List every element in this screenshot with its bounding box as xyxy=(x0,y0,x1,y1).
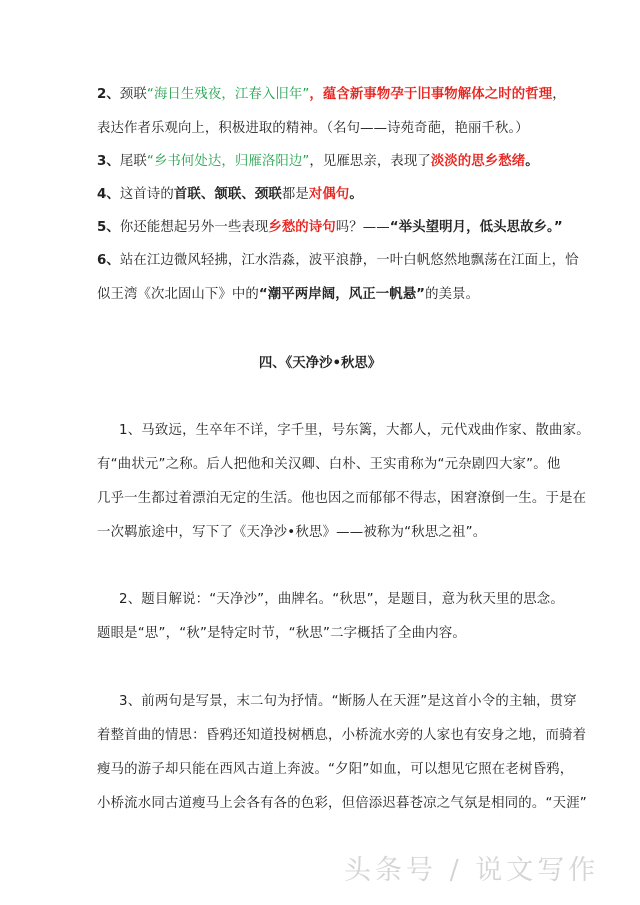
section-heading: 四、《天净沙•秋思》 xyxy=(258,356,382,371)
separator-1: 、 xyxy=(200,187,215,202)
tail-text: 。 xyxy=(349,187,363,202)
paragraph-line: 小桥流水同古道瘦马上会各有各的色彩，但倍添迟暮苍凉之气氛是相同的。“天涯” xyxy=(97,796,587,811)
item-number: 6、 xyxy=(97,253,120,268)
tail-text: 的美景。 xyxy=(425,287,480,302)
item-prefix: 你还能想起另外一些表现 xyxy=(119,220,269,235)
tail-text: ， xyxy=(552,87,566,102)
list-item-6-line-2 xyxy=(97,286,557,304)
body-text: 站在江边微风轻拂，江水浩淼，波平浪静，一叶白帆悠然地飘荡在江面上，恰 xyxy=(119,253,579,268)
paragraph-line: 有“曲状元”之称。后人把他和关汉卿、白朴、王实甫称为“元杂剧四大家”。他 xyxy=(97,457,561,472)
paragraph-line: 着整首曲的情思：昏鸦还知道投树栖息，小桥流水旁的人家也有安身之地，而骑着 xyxy=(97,728,587,743)
body-text: 似王湾《次北固山下》中的 xyxy=(97,287,259,302)
bold-term-1: 首联 xyxy=(173,187,201,202)
paragraph-line: 2、题目解说：“天净沙”，曲牌名。“秋思”，是题目，意为秋天里的思念。 xyxy=(119,592,564,607)
item-number: 3、 xyxy=(97,154,120,169)
poem-quote: “举头望明月，低头思故乡。” xyxy=(389,220,563,235)
tail-text: 。 xyxy=(525,154,539,169)
paragraph-line: 1、马致远，生卒年不详，字千里，号东篱，大都人，元代戏曲作家、散曲家。 xyxy=(119,423,590,438)
list-item-3 xyxy=(97,153,557,171)
watermark: 头条号 / 说文写作 xyxy=(344,855,600,886)
highlight-text: 乡愁的诗句 xyxy=(268,220,336,235)
list-item-6-line-1 xyxy=(97,252,579,270)
highlight-text: 淡淡的思乡愁绪 xyxy=(430,154,526,169)
list-item-5 xyxy=(97,219,563,237)
item-number: 5、 xyxy=(97,220,120,235)
paragraph-line: 瘦马的游子却只能在西风古道上奔波。“夕阳”如血，可以想见它照在老树昏鸦， xyxy=(97,762,574,777)
list-item-4 xyxy=(97,186,557,204)
poem-quote: “潮平两岸阔，风正一帆悬” xyxy=(258,287,426,302)
separator-2: 、 xyxy=(241,187,255,202)
poem-quote: “乡书何处达，归雁洛阳边” xyxy=(146,154,310,169)
separator: ， xyxy=(309,87,323,102)
list-item-2-line-1 xyxy=(97,86,566,104)
bold-term-3: 颈联 xyxy=(254,187,282,202)
bold-term-2: 颔联 xyxy=(214,187,242,202)
paragraph-line: 3、前两句是写景，末二句为抒情。“断肠人在天涯”是这首小令的主轴，贯穿 xyxy=(119,694,577,709)
item-prefix: 这首诗的 xyxy=(119,187,174,202)
poem-quote: “海日生残夜，江春入旧年” xyxy=(146,87,310,102)
middle-text: ，见雁思亲，表现了 xyxy=(309,154,431,169)
paragraph-line: 题眼是“思”，“秋”是特定时节，“秋思”二字概括了全曲内容。 xyxy=(97,626,466,641)
middle-text: 吗？—— xyxy=(335,220,390,235)
paragraph-line: 几乎一生都过着漂泊无定的生活。他也因之而郁郁不得志，困窘潦倒一生。于是在 xyxy=(97,491,587,506)
highlight-text: 蕴含新事物孕于旧事物解体之时的哲理 xyxy=(322,87,553,102)
item-prefix: 颈联 xyxy=(119,87,147,102)
highlight-text: 对偶句 xyxy=(308,187,350,202)
middle-text: 都是 xyxy=(281,187,309,202)
item-number: 2、 xyxy=(97,87,120,102)
list-item-2-line-2: 表达作者乐观向上，积极进取的精神。（名句——诗苑奇葩，艳丽千秋。） xyxy=(97,121,529,136)
item-number: 4、 xyxy=(97,187,120,202)
item-prefix: 尾联 xyxy=(119,154,147,169)
paragraph-line: 一次羁旅途中，写下了《天净沙•秋思》——被称为“秋思之祖”。 xyxy=(97,525,487,540)
